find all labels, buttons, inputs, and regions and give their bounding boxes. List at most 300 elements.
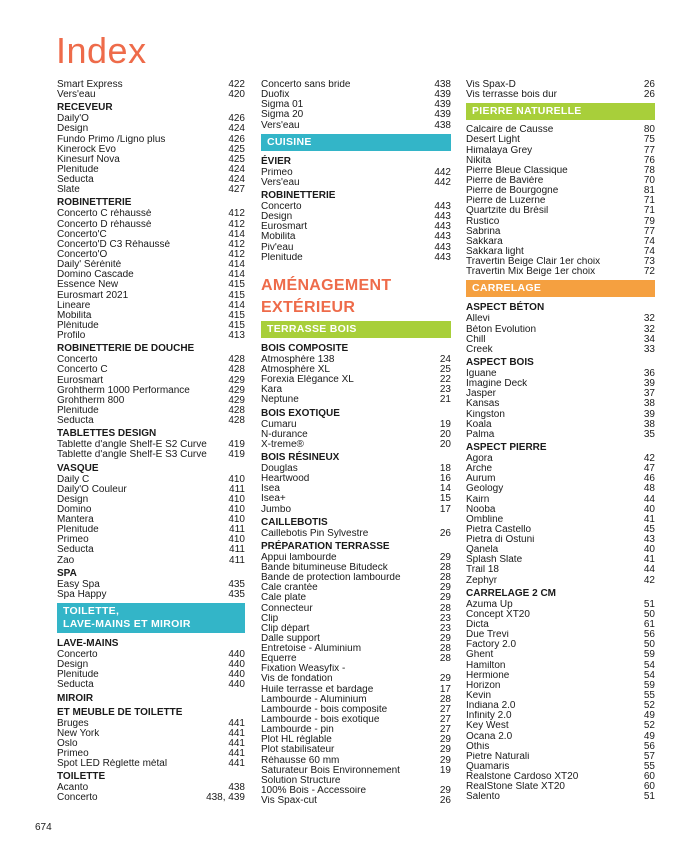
entry-page: 441 (228, 727, 245, 739)
index-entry (261, 786, 451, 796)
entry-name: Plenitude (57, 405, 99, 416)
index-entry (57, 450, 245, 460)
entry-name: Essence New (57, 280, 119, 291)
index-entry (57, 416, 245, 426)
entry-name: Kinerock Evo (57, 144, 116, 155)
index-entry (57, 124, 245, 134)
entry-page: 75 (643, 134, 655, 146)
entry-name: Concerto sans bride (261, 80, 351, 90)
entry-page: 59 (643, 679, 655, 691)
index-entry (261, 420, 451, 430)
entry-page: 32 (643, 323, 655, 335)
entry-page: 29 (439, 551, 451, 563)
index-entry (57, 475, 245, 485)
index-entry (57, 220, 245, 230)
entry-page: 26 (439, 795, 451, 807)
entry-page: 17 (439, 503, 451, 515)
section-heading: TABLETTES DESIGN (57, 428, 157, 440)
entry-page: 414 (228, 228, 245, 240)
entry-page: 438 (228, 782, 245, 794)
index-entry (466, 576, 655, 586)
index-entry (57, 386, 245, 396)
entry-name: Key West (466, 721, 509, 732)
index-entry (261, 756, 451, 766)
entry-page: 78 (643, 164, 655, 176)
index-entry (261, 604, 451, 614)
index-entry (466, 410, 655, 420)
entry-page: 42 (643, 452, 655, 464)
entry-page: 70 (643, 174, 655, 186)
entry-page: 42 (643, 574, 655, 586)
index-entry (261, 243, 451, 253)
index-entry (57, 209, 245, 219)
entry-page: 77 (643, 225, 655, 237)
entry-name: Connecteur (261, 603, 313, 614)
entry-name: Calcaire de Causse (466, 125, 554, 136)
index-entry (57, 165, 245, 175)
entry-page: 428 (228, 364, 245, 376)
entry-page: 41 (643, 513, 655, 525)
section-heading: ROBINETTERIE (57, 197, 132, 209)
category-bar (57, 603, 245, 633)
entry-name: Vers'eau (57, 90, 96, 101)
entry-name: Bande de protection lambourde (261, 573, 401, 584)
entry-page: 427 (228, 184, 245, 196)
entry-name: Nikita (466, 155, 492, 166)
entry-page: 410 (228, 534, 245, 546)
entry-page: 411 (229, 483, 245, 495)
entry-page: 56 (643, 629, 655, 641)
entry-page: 51 (643, 598, 655, 610)
index-entry (466, 474, 655, 484)
index-entry (261, 796, 451, 806)
section-heading: VASQUE (57, 462, 99, 474)
entry-page: 439 (434, 89, 451, 101)
entry-name: Fundo Primo /Ligno plus (57, 134, 166, 145)
entry-page: 438 (434, 79, 451, 90)
entry-name: Plot stabilisateur (261, 745, 335, 756)
entry-name: Zao (57, 555, 75, 566)
entry-page: 420 (228, 89, 245, 101)
entry-page: 441 (228, 717, 245, 729)
entry-page: 55 (643, 690, 655, 702)
index-entry (466, 555, 655, 565)
entry-page: 441 (228, 748, 245, 760)
entry-name: Othis (466, 741, 490, 752)
entry-name: Seducta (57, 545, 94, 556)
entry-page: 412 (228, 218, 245, 230)
entry-page: 441 (228, 737, 245, 749)
index-entry (466, 545, 655, 555)
entry-name: Sabrina (466, 226, 501, 237)
entry-name: Concerto (57, 650, 98, 661)
entry-page: 79 (643, 215, 655, 227)
entry-name: Eurosmart 2021 (57, 290, 129, 301)
entry-page: 23 (439, 384, 451, 396)
index-entry (57, 505, 245, 515)
entry-name: Concerto'D C3 Réhaussé (57, 239, 171, 250)
entry-page: 52 (643, 720, 655, 732)
entry-page: 28 (439, 643, 451, 655)
entry-name: Tablette d'angle Shelf-E S2 Curve (57, 440, 207, 451)
entry-page: 428 (228, 354, 245, 366)
entry-page: 39 (643, 408, 655, 420)
index-entry (261, 80, 451, 90)
index-entry (261, 735, 451, 745)
entry-name: Lambourde - bois exotique (261, 715, 380, 726)
entry-name: Isea+ (261, 494, 286, 505)
index-entry (466, 792, 655, 802)
entry-page: 60 (643, 781, 655, 793)
index-entry (261, 178, 451, 188)
entry-page: 28 (439, 602, 451, 614)
index-entry (261, 222, 451, 232)
entry-page: 428 (228, 415, 245, 427)
entry-page: 439 (434, 99, 451, 111)
entry-page: 419 (228, 449, 245, 461)
index-entry (57, 719, 245, 729)
index-entry (466, 525, 655, 535)
section-heading: ASPECT BOIS (466, 356, 534, 368)
index-entry (466, 464, 655, 474)
entry-page: 37 (643, 388, 655, 400)
entry-name: Plenitude (57, 525, 99, 536)
page-number: 674 (35, 822, 52, 833)
index-entry (57, 670, 245, 680)
entry-page: 439 (434, 109, 451, 121)
entry-name: Concerto C réhaussé (57, 209, 152, 220)
entry-name: Clip (261, 613, 279, 624)
entry-page: 442 (434, 166, 451, 178)
entry-page: 77 (643, 144, 655, 156)
entry-name: Himalaya Grey (466, 145, 533, 156)
index-entry (261, 529, 451, 539)
entry-page: 410 (228, 514, 245, 526)
entry-page: 27 (439, 703, 451, 715)
index-entry (261, 253, 451, 263)
index-entry (466, 237, 655, 247)
entry-name: Desert Light (466, 135, 520, 146)
entry-page: 33 (643, 343, 655, 355)
entry-page: 29 (439, 592, 451, 604)
entry-name: Zephyr (466, 575, 498, 586)
index-entry (466, 640, 655, 650)
index-entry (466, 420, 655, 430)
entry-name: Imagine Deck (466, 379, 528, 390)
entry-page: 410 (228, 493, 245, 505)
index-entry (466, 90, 655, 100)
entry-name: Seducta (57, 175, 94, 186)
entry-page: 44 (643, 564, 655, 576)
index-entry (57, 793, 245, 803)
index-entry (57, 590, 245, 600)
entry-name: Plenitude (261, 252, 303, 263)
entry-name: Dicta (466, 620, 489, 631)
entry-page: 435 (228, 578, 245, 590)
entry-page: 25 (439, 363, 451, 375)
entry-name: Primeo (261, 167, 293, 178)
entry-name: Slate (57, 185, 80, 196)
index-entry (57, 250, 245, 260)
index-entry (261, 695, 451, 705)
entry-name: Jumbo (261, 504, 292, 515)
entry-name: Qanela (466, 545, 499, 556)
entry-page: 20 (439, 428, 451, 440)
entry-name: Smart Express (57, 80, 123, 90)
entry-name: Lambourde - Aluminium (261, 694, 367, 705)
section-heading: SPA (57, 567, 77, 579)
section-heading: PRÉPARATION TERRASSE (261, 540, 390, 552)
entry-name: Lambourde - pin (261, 725, 334, 736)
entry-name: Réhausse 60 mm (261, 755, 340, 766)
entry-page: 440 (228, 659, 245, 671)
entry-name: Design (57, 124, 89, 135)
entry-name: Iguane (466, 368, 497, 379)
entry-name: Cumaru (261, 419, 297, 430)
index-entry (261, 624, 451, 634)
index-entry (57, 660, 245, 670)
entry-name: Ombline (466, 514, 504, 525)
section-heading: ASPECT PIERRE (466, 441, 547, 453)
entry-name: Concerto (57, 793, 98, 804)
index-entry (57, 545, 245, 555)
entry-page: 19 (439, 764, 451, 776)
index-entry (466, 217, 655, 227)
entry-page: 414 (228, 269, 245, 281)
entry-name: Daily' Sérénité (57, 260, 122, 271)
index-entry (466, 176, 655, 186)
entry-name: Douglas (261, 463, 298, 474)
entry-name: Agora (466, 453, 493, 464)
entry-name: Vers'eau (261, 120, 300, 131)
entry-name: Atmosphère XL (261, 364, 330, 375)
major-heading: AMÉNAGEMENT (261, 276, 392, 294)
entry-name: Primeo (57, 749, 89, 760)
entry-page: 414 (228, 259, 245, 271)
entry-page: 59 (643, 649, 655, 661)
index-entry (466, 600, 655, 610)
entry-page: 429 (228, 394, 245, 406)
index-entry (261, 573, 451, 583)
entry-page: 52 (643, 700, 655, 712)
entry-name: Ocana 2.0 (466, 731, 513, 742)
index-entry (466, 484, 655, 494)
entry-name: Pietre Naturali (466, 751, 530, 762)
entry-name: Pierre de Bavière (466, 175, 544, 186)
entry-page: 440 (228, 679, 245, 691)
section-heading: ROBINETTERIE (261, 189, 336, 201)
index-entry (466, 515, 655, 525)
entry-page: 412 (228, 208, 245, 220)
index-entry (57, 580, 245, 590)
entry-name: Realstone Cardoso XT20 (466, 772, 579, 783)
entry-name: Sigma 20 (261, 110, 304, 121)
entry-page: 74 (643, 235, 655, 247)
entry-name: Plot HL réglable (261, 735, 332, 746)
entry-page: 56 (643, 740, 655, 752)
section-heading: ÉVIER (261, 155, 292, 167)
index-entry (261, 553, 451, 563)
entry-page: 425 (228, 153, 245, 165)
index-entry (57, 556, 245, 566)
entry-name: N-durance (261, 429, 308, 440)
index-entry (261, 593, 451, 603)
index-entry (57, 355, 245, 365)
index-entry (466, 681, 655, 691)
entry-name: Kinesurf Nova (57, 154, 120, 165)
index-entry (57, 759, 245, 769)
index-entry (466, 782, 655, 792)
entry-name: Vers'eau (261, 177, 300, 188)
entry-page: 411 (229, 554, 245, 566)
section-heading: BOIS EXOTIQUE (261, 407, 340, 419)
entry-page: 425 (228, 143, 245, 155)
index-entry (57, 321, 245, 331)
entry-page: 54 (643, 659, 655, 671)
entry-name: Kevin (466, 691, 492, 702)
entry-name: Koala (466, 419, 492, 430)
entry-name: Mobilita (57, 310, 92, 321)
entry-name: Équerre (261, 654, 297, 665)
index-entry (261, 634, 451, 644)
entry-name: Quartzite du Brésil (466, 206, 549, 217)
index-entry (261, 90, 451, 100)
index-entry (261, 121, 451, 131)
index-entry (466, 762, 655, 772)
entry-name: Arche (466, 464, 493, 475)
entry-name: Daily'O Couleur (57, 484, 127, 495)
index-entry (261, 766, 451, 776)
index-entry (466, 661, 655, 671)
index-entry (466, 206, 655, 216)
section-heading: ROBINETTERIE DE DOUCHE (57, 343, 195, 355)
entry-page: 55 (643, 761, 655, 773)
entry-name: Travertin Beige Clair 1er choix (466, 257, 601, 268)
index-entry (466, 650, 655, 660)
index-entry (466, 711, 655, 721)
entry-page: 21 (439, 394, 451, 406)
entry-name: Concept XT20 (466, 609, 530, 620)
index-entry (466, 196, 655, 206)
entry-name: X-treme® (261, 439, 304, 450)
entry-name: Pierre Bleue Classique (466, 165, 568, 176)
entry-page: 15 (439, 493, 451, 505)
index-entry (261, 685, 451, 695)
entry-name: Heartwood (261, 474, 310, 485)
index-entry (57, 145, 245, 155)
index-entry (57, 331, 245, 341)
index-entry (57, 680, 245, 690)
index-entry (466, 227, 655, 237)
index-entry (466, 389, 655, 399)
index-entry (57, 135, 245, 145)
entry-page: 45 (643, 523, 655, 535)
entry-name: Primeo (57, 535, 89, 546)
index-entry (466, 80, 655, 90)
entry-name: Neptune (261, 395, 299, 406)
entry-name: Huile terrasse et bardage (261, 684, 374, 695)
index-entry (466, 135, 655, 145)
entry-page: 438, 439 (206, 792, 245, 804)
entry-name: Appui lambourde (261, 552, 337, 563)
index-entry (57, 440, 245, 450)
category-bar (261, 134, 451, 151)
entry-page: 426 (228, 133, 245, 145)
entry-page: 26 (643, 79, 655, 90)
entry-page: 41 (643, 554, 655, 566)
entry-name: Horizon (466, 680, 501, 691)
entry-page: 49 (643, 730, 655, 742)
index-entry (466, 691, 655, 701)
section-heading: BOIS RÉSINEUX (261, 451, 340, 463)
entry-page: 428 (228, 404, 245, 416)
entry-name: Geology (466, 484, 504, 495)
entry-name: Spa Happy (57, 589, 107, 600)
entry-page: 22 (439, 374, 451, 386)
index-entry (57, 230, 245, 240)
entry-page: 28 (439, 561, 451, 573)
entry-name: Forexia Élégance XL (261, 375, 354, 386)
entry-page: 32 (643, 313, 655, 325)
entry-name: Mantera (57, 515, 94, 526)
index-entry (57, 495, 245, 505)
entry-name: Factory 2.0 (466, 640, 517, 651)
entry-page: 14 (439, 483, 451, 495)
entry-page: 28 (439, 693, 451, 705)
entry-page: 28 (439, 653, 451, 665)
entry-page: 50 (643, 608, 655, 620)
entry-page: 74 (643, 245, 655, 257)
index-column-1 (57, 80, 245, 804)
index-entry (466, 146, 655, 156)
index-entry (466, 325, 655, 335)
entry-name: Duofix (261, 90, 290, 101)
index-entry (466, 671, 655, 681)
index-entry (57, 515, 245, 525)
index-entry (57, 155, 245, 165)
index-entry (261, 674, 451, 684)
entry-page: 81 (643, 185, 655, 197)
index-entry (57, 729, 245, 739)
entry-page: 26 (439, 527, 451, 539)
section-heading: ET MEUBLE DE TOILETTE (57, 706, 183, 718)
entry-name: Lineare (57, 300, 91, 311)
index-entry (466, 267, 655, 277)
index-entry (466, 369, 655, 379)
entry-name: Aurum (466, 474, 496, 485)
entry-name: 100% Bois - Accessoire (261, 786, 367, 797)
entry-page: 443 (434, 200, 451, 212)
entry-name: Rustico (466, 216, 500, 227)
index-entry (261, 355, 451, 365)
index-entry (57, 311, 245, 321)
index-entry (261, 440, 451, 450)
entry-name: Plenitude (57, 164, 99, 175)
entry-page: 73 (643, 256, 655, 268)
index-entry (261, 725, 451, 735)
entry-page: 424 (228, 174, 245, 186)
index-entry (57, 90, 245, 100)
section-heading: CARRELAGE 2 CM (466, 587, 557, 599)
entry-page: 17 (439, 683, 451, 695)
index-entry (466, 610, 655, 620)
entry-name: Travertin Mix Beige 1er choix (466, 267, 596, 278)
entry-name: Sakkara (466, 236, 503, 247)
entry-name: Eurosmart (57, 375, 104, 386)
index-entry (261, 484, 451, 494)
index-entry (261, 202, 451, 212)
entry-name: Acanto (57, 783, 89, 794)
